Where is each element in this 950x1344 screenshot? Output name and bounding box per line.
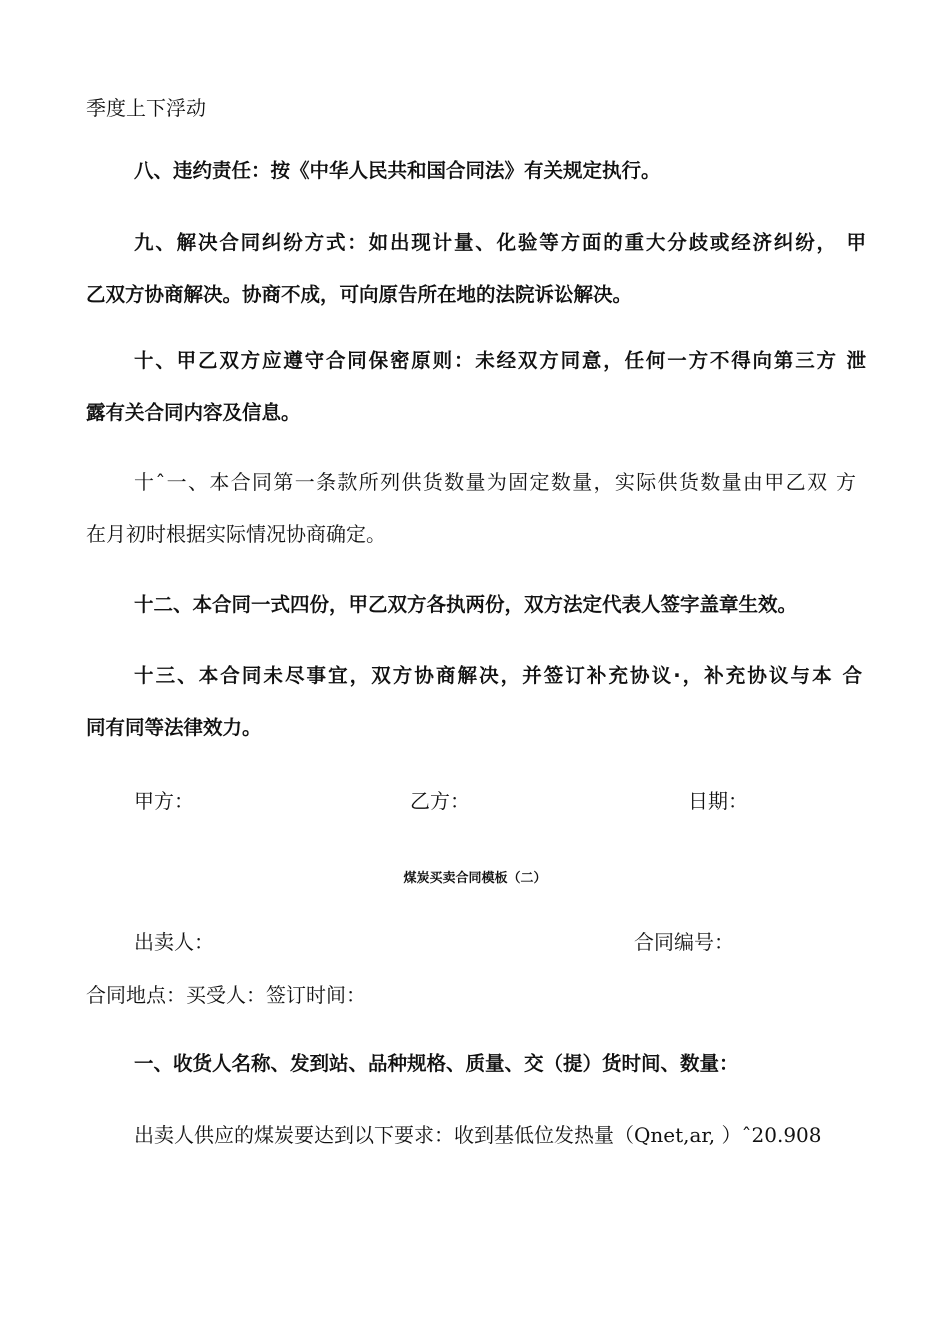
clause-10-line-1: 十、甲乙双方应遵守合同保密原则：未经双方同意，任何一方不得向第三方 泄: [134, 349, 866, 372]
section-1-text: 出卖人供应的煤炭要达到以下要求：收到基低位发热量（Qnet,ar, ）ˆ20.908: [134, 1123, 822, 1147]
clause-9-line-1: 九、解决合同纠纷方式：如出现计量、化验等方面的重大分歧或经济纠纷， 甲: [134, 231, 866, 254]
clause-10-line-2: 露有关合同内容及信息。: [86, 401, 301, 424]
date-label: 日期：: [688, 789, 748, 813]
contract-place-line: 合同地点：买受人：签订时间：: [86, 983, 366, 1007]
template-two-title: 煤炭买卖合同模板（二）: [403, 871, 547, 886]
seller-label: 出卖人：: [134, 930, 214, 954]
party-a-label: 甲方：: [134, 789, 194, 813]
clause-12: 十二、本合同一式四份，甲乙双方各执两份，双方法定代表人签字盖章生效。: [134, 593, 798, 616]
clause-9-line-2: 乙双方协商解决。协商不成，可向原告所在地的法院诉讼解决。: [86, 283, 633, 306]
clause-11-line-1: 十ˆ一、本合同第一条款所列供货数量为固定数量，实际供货数量由甲乙双 方: [134, 470, 856, 494]
intro-line: 季度上下浮动: [86, 96, 206, 120]
clause-11-line-2: 在月初时根据实际情况协商确定。: [86, 522, 386, 546]
clause-13-line-1: 十三、本合同未尽事宜，双方协商解决，并签订补充协议·，补充协议与本 合: [134, 664, 862, 687]
party-b-label: 乙方：: [410, 789, 470, 813]
contract-number-label: 合同编号：: [634, 930, 734, 954]
clause-8: 八、违约责任：按《中华人民共和国合同法》有关规定执行。: [134, 159, 661, 182]
clause-13-line-2: 同有同等法律效力。: [86, 716, 262, 739]
section-1-heading: 一、收货人名称、发到站、品种规格、质量、交（提）货时间、数量：: [134, 1052, 739, 1075]
